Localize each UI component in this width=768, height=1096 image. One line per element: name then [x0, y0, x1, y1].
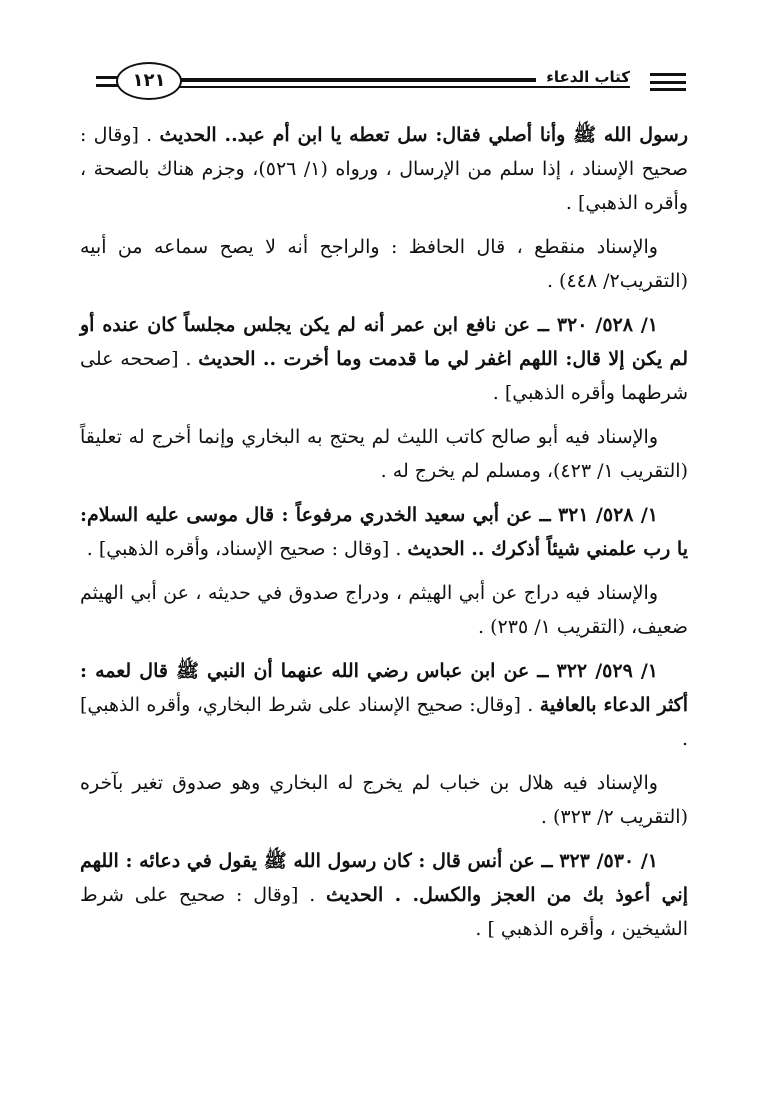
header-rule-right-stub — [650, 73, 686, 76]
commentary-text: . [وقال : صحيح الإسناد، وأقره الذهبي] . — [86, 538, 408, 560]
hadith-text: ١/ ٥٣٠/ ٣٢٣ ــ عن أنس قال : كان رسول الله ﷺ يقول في دعائه : اللهم إني أعوذ بك من العجز والكسل. . الحديث — [80, 850, 688, 906]
hadith-text: ١/ ٥٢٨/ ٣٢١ ــ عن أبي سعيد الخدري مرفوعاً : قال موسى عليه السلام: يا رب علمني شيئاً أذكرك .. الحديث — [80, 504, 688, 560]
page-header — [96, 56, 686, 102]
paragraph — [80, 308, 688, 410]
hadith-text: ١/ ٥٢٩/ ٣٢٢ ــ عن ابن عباس رضي الله عنهما أن النبي ﷺ قال لعمه : أكثر الدعاء بالعافية — [80, 660, 689, 716]
commentary-text: . [وقال : صحيح على شرط الشيخين ، وأقره الذهبي ] . — [80, 884, 688, 940]
paragraph — [80, 654, 688, 756]
commentary-text: والإسناد منقطع ، قال الحافظ : والراجح أنه لا يصح سماعه من أبيه (التقريب٢/ ٤٤٨) . — [80, 236, 688, 292]
paragraph — [80, 576, 688, 644]
paragraph — [80, 118, 688, 220]
commentary-text: والإسناد فيه أبو صالح كاتب الليث لم يحتج به البخاري وإنما أخرج له تعليقاً (التقريب ١/ ٤٢٣)، ومسلم لم يخرج له . — [80, 426, 688, 482]
paragraph — [80, 844, 688, 946]
commentary-text: . [صححه على شرطهما وأقره الذهبي] . — [80, 348, 688, 404]
page-body — [80, 118, 688, 956]
paragraph — [80, 498, 688, 566]
paragraph — [80, 420, 688, 488]
commentary-text: والإسناد فيه هلال بن خباب لم يخرج له البخاري وهو صدوق تغير بآخره (التقريب ٢/ ٣٢٣) . — [80, 772, 688, 828]
page-number: ١٢١ — [116, 62, 182, 100]
hadith-text: ١/ ٥٢٨/ ٣٢٠ ــ عن نافع ابن عمر أنه لم يكن يجلس مجلساً كان عنده أو لم يكن إلا قال: اللهم اغفر لي ما قدمت وما أخرت .. الحديث — [80, 314, 688, 370]
commentary-text: والإسناد فيه دراج عن أبي الهيثم ، ودراج صدوق في حديثه ، عن أبي الهيثم ضعيف، (التقريب ١/ ٢٣٥) . — [80, 582, 688, 638]
header-rule-thin — [156, 86, 630, 88]
header-rule-right-stub — [650, 81, 686, 84]
header-rule-right-stub — [650, 88, 686, 91]
hadith-text: رسول الله ﷺ وأنا أصلي فقال: سل تعطه يا ابن أم عبد.. الحديث — [159, 124, 689, 146]
book-title: كتاب الدعاء — [536, 68, 640, 86]
commentary-text: . [وقال: صحيح الإسناد على شرط البخاري، وأقره الذهبي] . — [80, 694, 688, 750]
commentary-text: . [وقال : صحيح الإسناد ، إذا سلم من الإرسال ، ورواه (١/ ٥٢٦)، وجزم هناك بالصحة ، وأقره الذهبي] . — [80, 124, 688, 214]
paragraph — [80, 230, 688, 298]
paragraph — [80, 766, 688, 834]
